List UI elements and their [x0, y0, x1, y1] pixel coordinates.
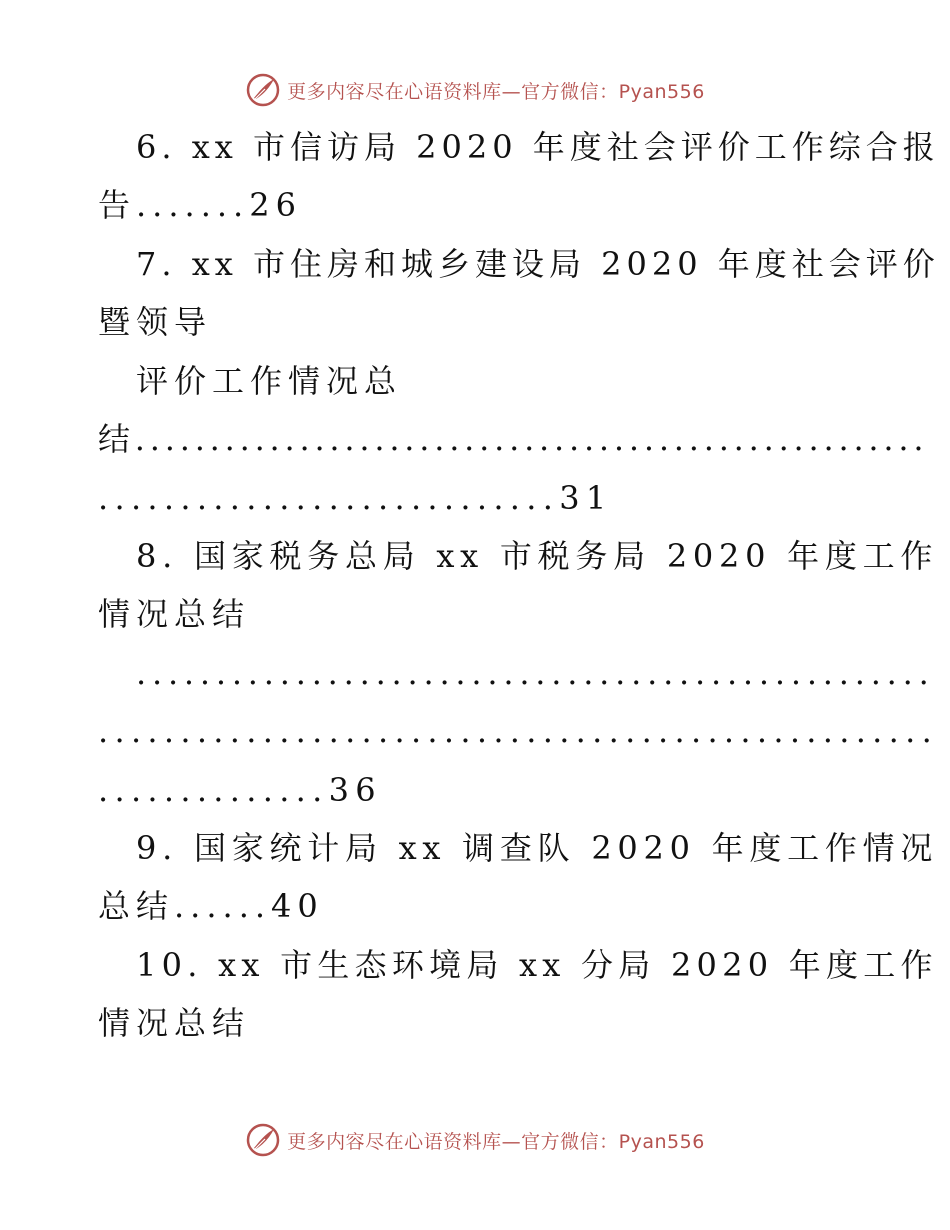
- toc-item-9-line-1: 9. 国家统计局 xx 调查队 2020 年度工作情况: [136, 829, 939, 867]
- toc-item-9-line-2: 总结......40: [98, 887, 324, 925]
- footer-banner-content: [245, 1122, 705, 1158]
- footer-banner: [0, 1118, 950, 1162]
- footer-banner-text: 更多内容尽在心语资料库—官方微信：Pyan556: [287, 1130, 705, 1153]
- toc-item-6-line-1: 6. xx 市信访局 2020 年度社会评价工作综合报: [136, 128, 940, 166]
- toc-item-8-line-1: 8. 国家税务总局 xx 市税务局 2020 年度工作: [136, 537, 939, 575]
- toc-item-8-line-2: 情况总结: [98, 595, 251, 633]
- toc-item-7-line-1: 7. xx 市住房和城乡建设局 2020 年度社会评价: [136, 245, 940, 283]
- toc-item-7-line-3: 评价工作情况总: [136, 362, 403, 400]
- toc-item-8-line-5: ..............36: [98, 771, 382, 809]
- toc-item-8-line-3: ..................................................: [136, 654, 935, 692]
- toc-item-7-line-2: 暨领导: [98, 303, 213, 341]
- toc-item-8-line-4: ...................................................: [98, 712, 939, 750]
- toc-item-10-line-2: 情况总结: [98, 1004, 251, 1042]
- header-banner: [0, 68, 950, 112]
- header-banner-content: [245, 72, 705, 108]
- toc-item-6-line-2: 告.......26: [98, 186, 302, 224]
- toc-item-7-line-4: 结.....................................................: [98, 420, 929, 458]
- toc-item-10-line-1: 10. xx 市生态环境局 xx 分局 2020 年度工作: [136, 946, 938, 984]
- quill-circle-icon: [245, 72, 281, 108]
- quill-circle-icon: [245, 1122, 281, 1158]
- header-banner-text: 更多内容尽在心语资料库—官方微信：Pyan556: [287, 80, 705, 103]
- toc-item-7-line-5: ............................31: [98, 479, 613, 517]
